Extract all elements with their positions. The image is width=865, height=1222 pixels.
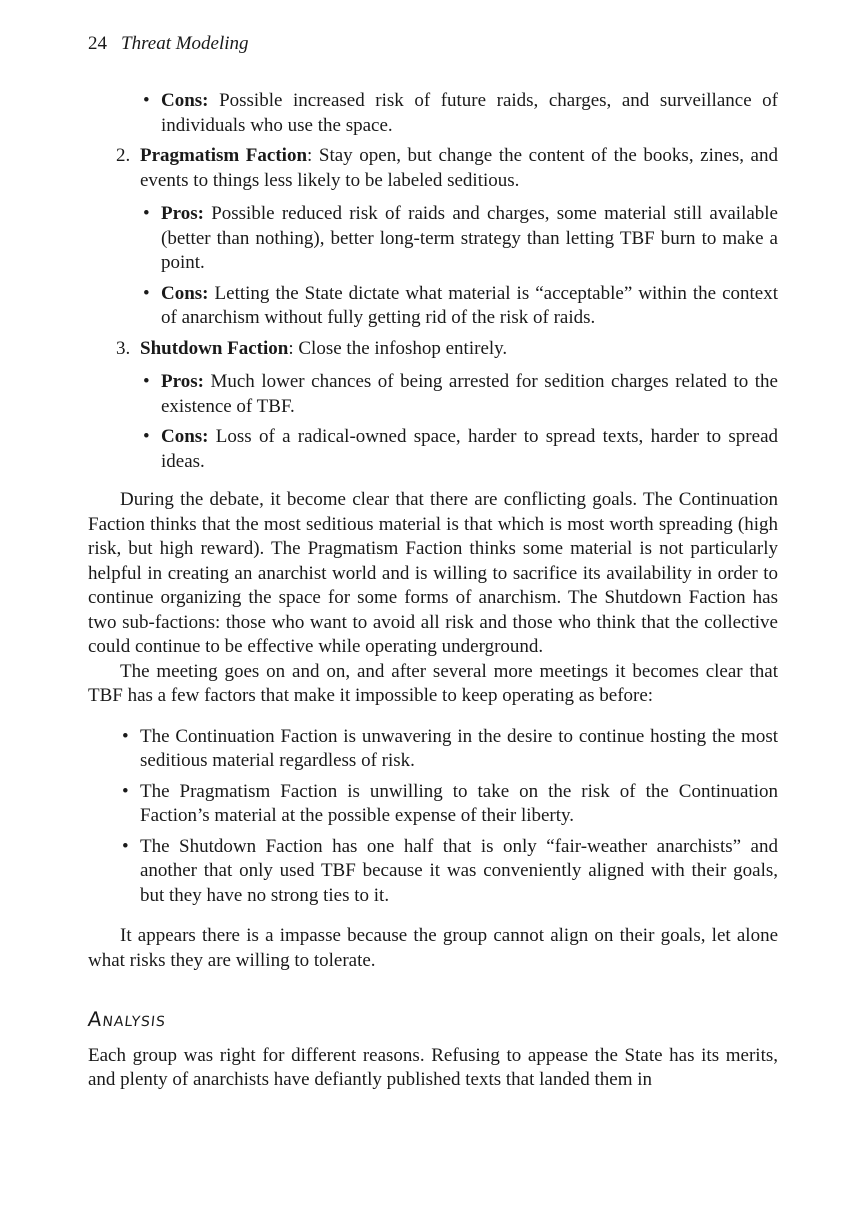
faction-points: [140, 202, 778, 331]
point-text: Much lower chances of being arrested for sedition charges related to the existence of TBF.: [161, 371, 778, 417]
list-item: [140, 282, 778, 331]
list-item: [140, 425, 778, 474]
faction-item-pragmatism: [88, 144, 778, 331]
page-number: 24: [88, 33, 107, 54]
paragraph: During the debate, it become clear that there are conflicting goals. The Continuation Faction thinks that the most seditious material is that which is most worth spreading (high risk, but high reward). The Pragmatism Faction thinks some material is not particularly helpful in creating an anarchist world and is willing to sacrifice its availability in order to continue organizing the space for some forms of anarchism. The Shutdown Faction has two sub-factions: those who want to avoid all risk and those who think that the collective could continue to be effective while operating underground.: [88, 489, 778, 657]
list-item: [88, 89, 778, 138]
point-label: Cons:: [161, 426, 209, 447]
faction-number: 3.: [116, 337, 131, 359]
list-item: • The Continuation Faction is unwavering in the desire to continue hosting the most seditious material regardless of risk.: [88, 725, 778, 774]
faction-description: : Stay open, but change the content of the books, zines, and events to things less likely to be labeled seditious.: [140, 145, 778, 191]
list-item: • The Pragmatism Faction is unwilling to take on the risk of the Continuation Faction’s material at the possible expense of their liberty.: [88, 780, 778, 829]
section-heading: Analysis: [86, 1007, 168, 1031]
running-title: Threat Modeling: [121, 33, 249, 54]
list-item: • The Shutdown Faction has one half that is only “fair-weather anarchists” and another that only used TBF because it was conveniently aligned with their goals, but they have no strong ties to it.: [88, 835, 778, 909]
list-item: [140, 370, 778, 419]
point-label: Cons:: [161, 282, 209, 304]
list-item: [140, 202, 778, 276]
point-text: Possible increased risk of future raids, charges, and surveillance of individuals who use the space.: [161, 90, 779, 136]
point-text: Loss of a radical-owned space, harder to spread texts, harder to spread ideas.: [161, 426, 779, 472]
factor-list: [88, 725, 778, 909]
point-label: Cons:: [161, 90, 209, 111]
point-text: Possible reduced risk of raids and charges, some material still available (better than nothing), better long-term strategy than letting TBF burn to make a point.: [161, 203, 778, 273]
faction-number: 2.: [116, 145, 131, 166]
faction-points: [140, 370, 778, 474]
paragraph: The meeting goes on and on, and after several more meetings it becomes clear that TBF has a few factors that make it impossible to keep operating as before:: [88, 660, 778, 706]
point-label: Pros:: [161, 203, 204, 224]
paragraph: It appears there is a impasse because the group cannot align on their goals, let alone what risks they are willing to tolerate.: [88, 925, 778, 971]
faction-list: [88, 144, 778, 474]
page-body: [88, 89, 778, 1093]
running-header: [88, 32, 249, 57]
point-text: Letting the State dictate what material is “acceptable” within the context of anarchism without fully getting rid of the risk of raids.: [161, 282, 779, 328]
paragraph: Each group was right for different reasons. Refusing to appease the State has its merits, and plenty of anarchists have defiantly published texts that landed them in: [88, 1044, 778, 1090]
continuation-cons-list: [88, 89, 778, 138]
faction-name: Pragmatism Faction: [140, 145, 308, 166]
faction-description: : Close the infoshop entirely.: [288, 337, 508, 359]
faction-name: Shutdown Faction: [140, 337, 289, 359]
point-label: Pros:: [161, 371, 204, 392]
faction-item-shutdown: [88, 337, 778, 475]
